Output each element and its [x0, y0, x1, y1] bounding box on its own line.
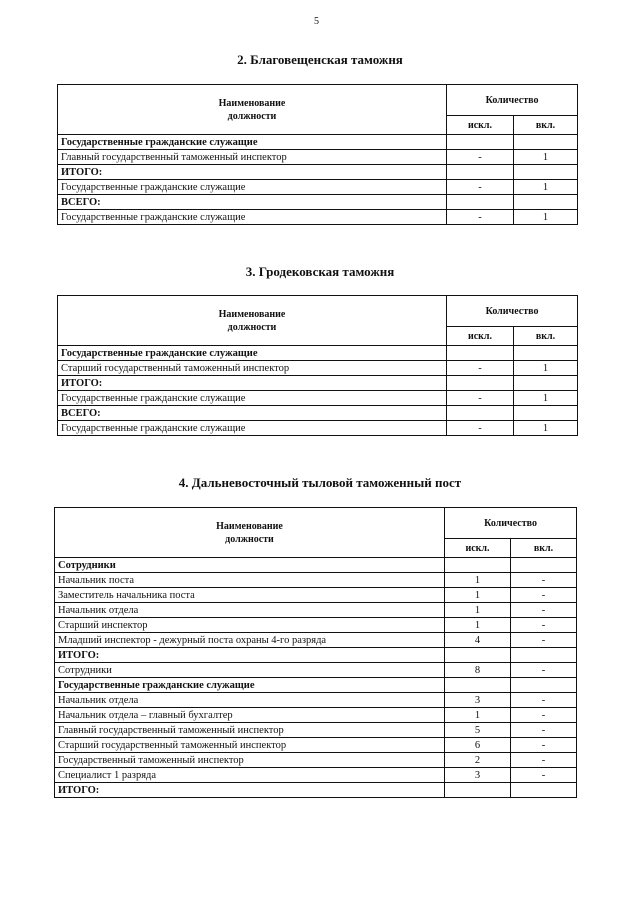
- incl-value: [514, 135, 578, 150]
- incl-value: -: [511, 708, 577, 723]
- incl-value: -: [511, 753, 577, 768]
- position-name: Начальник поста: [55, 573, 445, 588]
- excl-value: 6: [445, 738, 511, 753]
- incl-value: -: [511, 663, 577, 678]
- table-row: [58, 421, 578, 436]
- table-row: [55, 678, 577, 693]
- table-row: [55, 723, 577, 738]
- excl-value: 5: [445, 723, 511, 738]
- excl-value: 3: [445, 768, 511, 783]
- position-name: ВСЕГО:: [58, 195, 447, 210]
- quantity-header: Количество: [447, 296, 578, 327]
- incl-value: -: [511, 738, 577, 753]
- incl-value: [514, 346, 578, 361]
- table-row: [58, 150, 578, 165]
- incl-value: [511, 648, 577, 663]
- position-name: Специалист 1 разряда: [55, 768, 445, 783]
- incl-value: [514, 376, 578, 391]
- table-row: [55, 648, 577, 663]
- excl-value: -: [447, 210, 514, 225]
- table-row: [58, 406, 578, 421]
- position-header-line: Наименование: [218, 308, 286, 320]
- incl-header: вкл.: [514, 116, 578, 135]
- position-name: Государственные гражданские служащие: [55, 678, 445, 693]
- position-name: Государственный таможенный инспектор: [55, 753, 445, 768]
- position-name: Государственные гражданские служащие: [58, 135, 447, 150]
- table-row: [55, 618, 577, 633]
- quantity-header: Количество: [447, 85, 578, 116]
- incl-value: -: [511, 573, 577, 588]
- position-header: [55, 508, 445, 558]
- excl-value: 8: [445, 663, 511, 678]
- excl-header: искл.: [447, 327, 514, 346]
- position-name: Государственные гражданские служащие: [58, 391, 447, 406]
- incl-value: [514, 165, 578, 180]
- excl-value: 4: [445, 633, 511, 648]
- table-row: [58, 346, 578, 361]
- excl-value: -: [447, 180, 514, 195]
- excl-value: [447, 406, 514, 421]
- staff-table: [57, 84, 578, 225]
- section-title: 4. Дальневосточный тыловой таможенный пост: [178, 475, 462, 490]
- table-row: [55, 588, 577, 603]
- incl-value: 1: [514, 180, 578, 195]
- table-row: [55, 558, 577, 573]
- incl-value: [514, 406, 578, 421]
- table-row: [55, 708, 577, 723]
- incl-header: вкл.: [514, 327, 578, 346]
- table-row: [55, 603, 577, 618]
- incl-value: -: [511, 633, 577, 648]
- position-header-line: Наименование: [216, 520, 283, 532]
- incl-value: 1: [514, 391, 578, 406]
- table-row: [55, 693, 577, 708]
- position-name: ИТОГО:: [58, 165, 447, 180]
- position-header-line: должности: [227, 321, 277, 333]
- excl-value: 3: [445, 693, 511, 708]
- incl-value: -: [511, 723, 577, 738]
- position-name: Начальник отдела – главный бухгалтер: [55, 708, 445, 723]
- incl-value: 1: [514, 361, 578, 376]
- excl-value: [445, 678, 511, 693]
- position-name: Сотрудники: [55, 663, 445, 678]
- position-name: Главный государственный таможенный инспектор: [55, 723, 445, 738]
- position-name: Старший государственный таможенный инспектор: [55, 738, 445, 753]
- excl-value: 1: [445, 573, 511, 588]
- excl-header: искл.: [445, 539, 511, 558]
- position-name: ИТОГО:: [55, 648, 445, 663]
- table-row: [58, 391, 578, 406]
- table-row: [55, 573, 577, 588]
- position-name: Заместитель начальника поста: [55, 588, 445, 603]
- excl-value: -: [447, 150, 514, 165]
- excl-value: 1: [445, 618, 511, 633]
- incl-value: [511, 783, 577, 798]
- page-number: 5: [314, 16, 319, 27]
- table-row: [55, 633, 577, 648]
- excl-value: 1: [445, 708, 511, 723]
- position-name: Начальник отдела: [55, 603, 445, 618]
- table-row: [58, 376, 578, 391]
- staff-table: [54, 507, 577, 798]
- incl-value: -: [511, 768, 577, 783]
- incl-value: -: [511, 693, 577, 708]
- table-row: [55, 753, 577, 768]
- excl-value: 2: [445, 753, 511, 768]
- staff-table: [57, 295, 578, 436]
- header-row: [58, 296, 578, 327]
- position-name: Сотрудники: [55, 558, 445, 573]
- incl-value: -: [511, 603, 577, 618]
- position-name: Государственные гражданские служащие: [58, 180, 447, 195]
- position-name: ИТОГО:: [58, 376, 447, 391]
- position-name: Старший инспектор: [55, 618, 445, 633]
- position-name: Государственные гражданские служащие: [58, 421, 447, 436]
- quantity-header: Количество: [445, 508, 577, 539]
- header-row: [58, 85, 578, 116]
- table-row: [55, 768, 577, 783]
- section-title: 3. Гродековская таможня: [245, 264, 395, 279]
- position-name: ИТОГО:: [55, 783, 445, 798]
- incl-value: -: [511, 588, 577, 603]
- excl-value: 1: [445, 588, 511, 603]
- excl-value: [445, 648, 511, 663]
- position-name: Главный государственный таможенный инспектор: [58, 150, 447, 165]
- position-header-line: должности: [227, 110, 277, 122]
- position-name: Государственные гражданские служащие: [58, 210, 447, 225]
- table-row: [58, 180, 578, 195]
- excl-value: -: [447, 361, 514, 376]
- excl-value: [445, 558, 511, 573]
- incl-value: [511, 558, 577, 573]
- table-row: [58, 195, 578, 210]
- table-row: [58, 135, 578, 150]
- incl-value: 1: [514, 210, 578, 225]
- position-name: Государственные гражданские служащие: [58, 346, 447, 361]
- position-header-line: должности: [225, 533, 274, 545]
- table-row: [55, 738, 577, 753]
- incl-value: [514, 195, 578, 210]
- table-row: [58, 361, 578, 376]
- table-row: [58, 165, 578, 180]
- incl-value: -: [511, 618, 577, 633]
- excl-value: [445, 783, 511, 798]
- incl-value: 1: [514, 421, 578, 436]
- excl-value: -: [447, 391, 514, 406]
- excl-value: -: [447, 421, 514, 436]
- excl-header: искл.: [447, 116, 514, 135]
- table-row: [55, 783, 577, 798]
- excl-value: 1: [445, 603, 511, 618]
- excl-value: [447, 195, 514, 210]
- section-title: 2. Благовещенская таможня: [237, 52, 403, 67]
- incl-header: вкл.: [511, 539, 577, 558]
- position-name: Старший государственный таможенный инспектор: [58, 361, 447, 376]
- header-row: [55, 508, 577, 539]
- position-header: [58, 296, 447, 346]
- excl-value: [447, 346, 514, 361]
- excl-value: [447, 165, 514, 180]
- table-row: [55, 663, 577, 678]
- position-header: [58, 85, 447, 135]
- position-name: ВСЕГО:: [58, 406, 447, 421]
- position-header-line: Наименование: [218, 97, 286, 109]
- position-name: Младший инспектор - дежурный поста охраны 4-го разряда: [55, 633, 445, 648]
- position-name: Начальник отдела: [55, 693, 445, 708]
- excl-value: [447, 135, 514, 150]
- incl-value: [511, 678, 577, 693]
- excl-value: [447, 376, 514, 391]
- incl-value: 1: [514, 150, 578, 165]
- table-row: [58, 210, 578, 225]
